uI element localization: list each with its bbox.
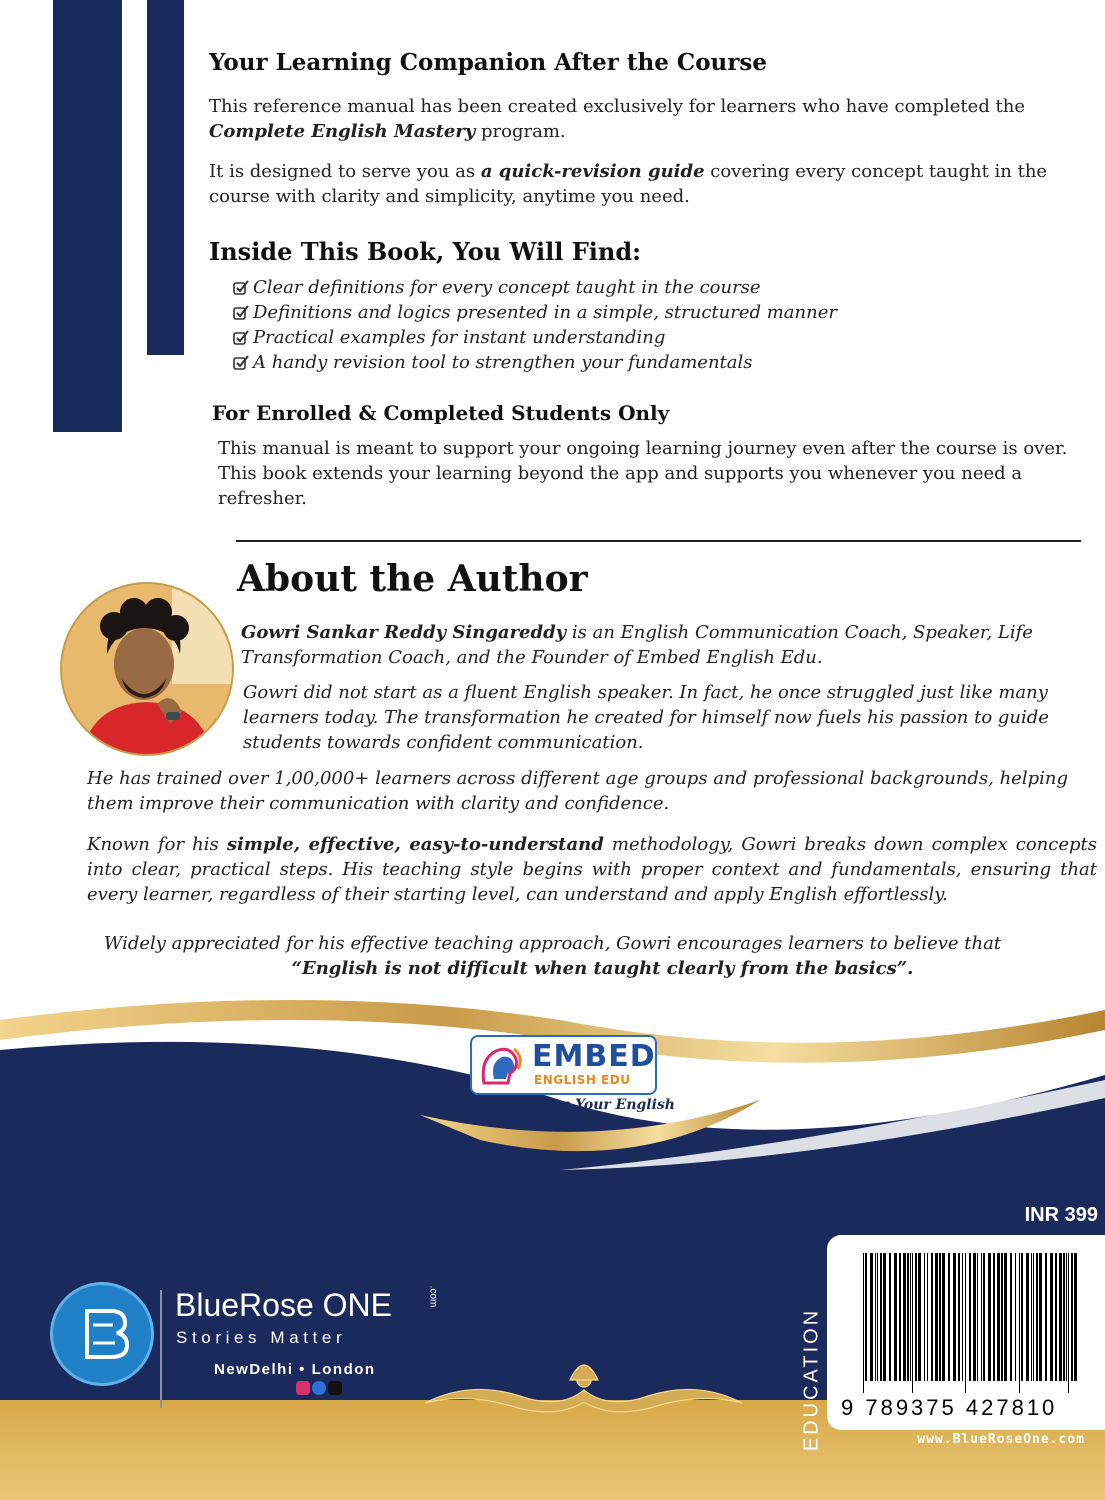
isbn-barcode [863,1253,1083,1393]
barcode-bar [1001,1253,1003,1381]
companion-heading: Your Learning Companion After the Course [209,49,767,76]
barcode-bar [918,1253,921,1381]
publisher-tagline: Stories Matter [176,1328,347,1347]
publisher-divider [160,1290,162,1408]
barcode-bar [1036,1253,1038,1381]
barcode-bar [1068,1253,1069,1393]
barcode-bar [889,1253,891,1381]
intro-suffix: program. [475,121,566,142]
enrolled-paragraph: This manual is meant to support your ongoing learning journey even after the course is over. This book extends your learning beyond the app and supports you whenever you need a refresher. [218,438,1068,509]
barcode-bar [973,1253,976,1381]
barcode-bar [1045,1253,1047,1381]
barcode-bar [1071,1253,1073,1381]
barcode-bar [899,1253,901,1381]
list-item: Practical examples for instant understanding [232,325,837,350]
barcode-bar [910,1253,911,1381]
embed-logo-tagline: Empowering Your English [472,1097,675,1113]
barcode-bar [927,1253,928,1381]
barcode-bar [865,1253,867,1381]
list-item: Clear definitions for every concept taught in the course [232,275,837,300]
barcode-bar [1059,1253,1062,1381]
intro-text: This reference manual has been created exclusively for learners who have completed the [209,96,1026,117]
publisher-cities: NewDelhi • London [214,1361,376,1378]
author-bio-paragraph-2: Gowri did not start as a fluent English speaker. In fact, he once struggled just like many learners today. The transformation he created for himself now fuels his passion to guide students towards confident communication. [243,682,1049,753]
barcode-bar [977,1253,978,1381]
intro-paragraph-1 [209,94,1089,144]
barcode-bar [1026,1253,1029,1381]
author-photo [62,584,232,754]
intro2-suffix: covering every concept taught in the course with clarity and simplicity, anytime you need. [209,161,1048,207]
section-divider [236,540,1081,542]
quote-intro: Widely appreciated for his effective teaching approach, Gowri encourages learners to believe that [103,933,1002,954]
barcode-bar [1066,1253,1067,1381]
author-bio-paragraph-4: Known for his simple, effective, easy-to-understand methodology, Gowri breaks down complex concepts into clear, practical steps. His teaching style begins with proper context and fundamentals, ensuring that every learner, regardless of their starting level, can understand and apply English effortlessly. [87,834,1098,905]
barcode-bar [981,1253,982,1381]
barcode-bar [1031,1253,1032,1381]
barcode-bar [1050,1253,1053,1381]
barcode-bar [863,1253,864,1393]
barcode-bar [875,1253,876,1381]
quick-revision-emphasis: a quick-revision guide [480,161,705,182]
program-name: Complete English Mastery [209,121,476,142]
publisher-logo-icon [53,1285,151,1383]
enrolled-students-heading: For Enrolled & Completed Students Only [212,401,670,425]
check-icon [232,354,250,372]
author-quote-block [0,931,1105,981]
barcode-bar [1055,1253,1057,1381]
author-name: Gowri Sankar Reddy Singareddy [241,622,567,643]
barcode-bar [1063,1253,1065,1381]
barcode-bar [907,1253,909,1381]
barcode-bar [903,1253,906,1381]
publisher-website: www.BlueRoseOne.com [917,1432,1085,1447]
barcode-bar [1021,1253,1023,1381]
barcode-bar [1033,1253,1034,1381]
book-back-cover: Your Learning Companion After the Course This reference manual has been created exclusively for learners who have completed the Complete English Mastery program. It is designed to serve you as a quick-revision guide covering every concept taught in the course with clarity and simplicity, anytime you need. Inside This Book, You Will Find: Clear definitions for every concept taught in the course Definitions and logics presented in a simple, structured manner Practical examples for instant understanding A handy revision tool to strengthen your fundamentals For Enrolled & Completed Students Only This manual is meant to support your ongoing learning journey even after the course is over. This book extends your learning beyond the app and supports you whenever you need a refresher. About the Author Gowri Sankar Reddy Singareddy is an English Communication Coach, Speaker, Life Transformation Coach, and the Founder of Embed English Edu. Gowri did not start as a fluent English speaker. In fact, he once struggled just like many learners today. The transformation he created for himself now fuels his passion to guide students towards confident communication. He has trained over 1,00,000+ learners across different age groups and professional backgrounds, helping them improve their communication with clarity and confidence. Known for his simple, effective, easy-to-understand methodology, Gowri breaks down complex concepts into clear, practical steps. His teaching style begins with proper context and fundamentals, ensuring that every learner, regardless of their starting level, can understand and apply English effortlessly. Widely appreciated for his effective teaching approach, Gowri encourages learners to believe that “English is not difficult when taught clearly from the basics”. EMBED ENGLISH EDU Empowering Your English INR 399 EDUCATION 9 789375 427810 www.BlueRoseOne.com BlueRose ONE .com Stories Matter NewDelhi • London [0,0,1105,1500]
barcode-bar [988,1253,991,1381]
book-b-icon [53,1285,151,1383]
author-bio-paragraph-1: Gowri Sankar Reddy Singareddy is an English Communication Coach, Speaker, Life Transformation Coach, and the Founder of Embed English Edu. [241,622,1033,668]
list-item: Definitions and logics presented in a simple, structured manner [232,300,837,325]
author-illustration [62,584,232,754]
check-icon [232,329,250,347]
author-bio-paragraph-3: He has trained over 1,00,000+ learners across different age groups and professional backgrounds, helping them improve their communication with clarity and confidence. [87,768,1068,814]
barcode-bar [942,1253,945,1381]
isbn-number: 9 789375 427810 [841,1395,1058,1420]
barcode-panel [827,1235,1105,1430]
barcode-bar [983,1253,985,1381]
barcode-bar [1010,1253,1012,1381]
barcode-bar [958,1253,960,1381]
barcode-bar [877,1253,878,1381]
barcode-bar [965,1253,966,1393]
x-icon[interactable] [328,1381,342,1395]
about-author-heading: About the Author [237,558,588,600]
embed-logo-frame [470,1035,657,1095]
methodology-emphasis: simple, effective, easy-to-understand [226,834,604,855]
speaker-heads-icon [476,1039,528,1091]
barcode-bar [997,1253,1000,1381]
check-icon [232,279,250,297]
feature-list [232,275,837,375]
barcode-bar [924,1253,925,1381]
barcode-bar [962,1253,963,1381]
embed-logo-title: EMBED [532,1039,656,1074]
check-icon [232,304,250,322]
barcode-bar [1074,1253,1077,1381]
barcode-bar [939,1253,941,1381]
barcode-bar [912,1253,913,1393]
barcode-bar [935,1253,938,1381]
author-quote: “English is not difficult when taught clearly from the basics”. [291,958,914,979]
decorative-navy-bar-wide [53,0,122,432]
category-label: EDUCATION [800,1307,823,1452]
decorative-navy-bar-narrow [147,0,184,355]
publisher-name: BlueRose ONE [175,1287,392,1323]
barcode-bar [1015,1253,1016,1381]
barcode-bar [948,1253,950,1381]
barcode-bar [993,1253,995,1381]
barcode-bar [883,1253,886,1381]
barcode-bar [880,1253,882,1381]
book-price: INR 399 [1024,1204,1098,1226]
embed-english-edu-logo [468,1035,675,1121]
intro2-prefix: It is designed to serve you as [209,161,481,182]
barcode-bar [953,1253,956,1381]
instagram-icon[interactable] [296,1381,310,1395]
social-icons [296,1381,342,1395]
intro-paragraph-2 [209,159,1099,209]
barcode-bar [894,1253,897,1381]
facebook-icon[interactable] [312,1381,326,1395]
embed-logo-subtitle: ENGLISH EDU [534,1073,631,1087]
barcode-bar [1039,1253,1042,1381]
barcode-bar [1004,1253,1007,1381]
barcode-bar [915,1253,917,1381]
barcode-bar [931,1253,933,1381]
barcode-bar [969,1253,971,1381]
barcode-bar [870,1253,873,1381]
inside-book-heading: Inside This Book, You Will Find: [209,237,641,266]
barcode-bar [1019,1253,1020,1393]
list-item: A handy revision tool to strengthen your fundamentals [232,350,837,375]
